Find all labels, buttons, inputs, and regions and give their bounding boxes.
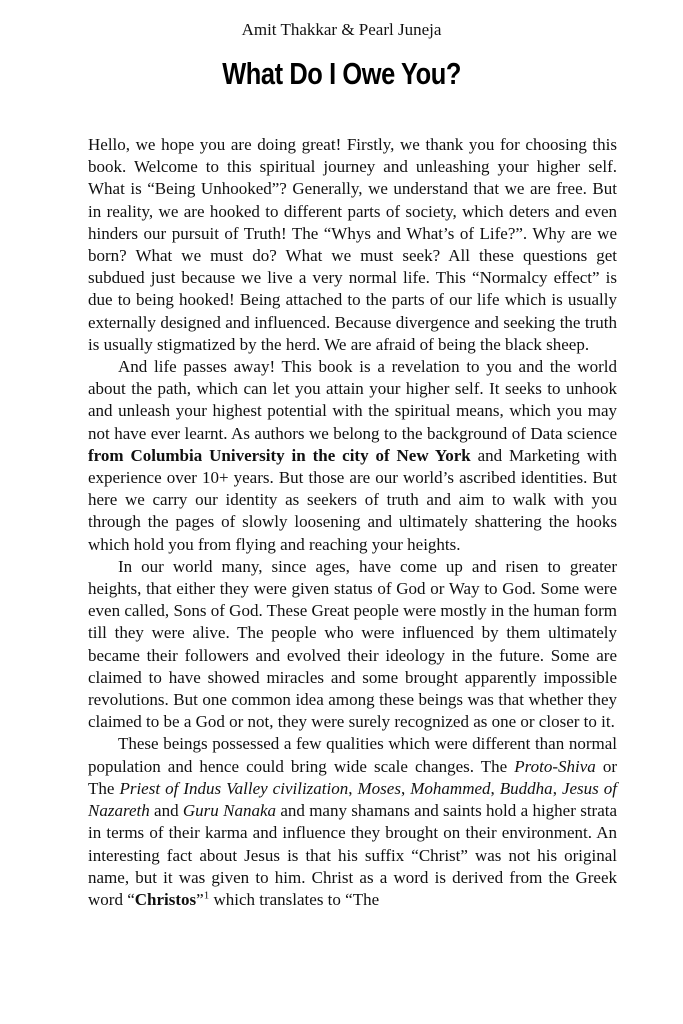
text-segment: And life passes away! This book is a revelation to you and the world about the path, which can let you attain your higher self. It seeks to unhook and unleash your highest potential with the spiritual means, which you may not have ever learnt. As authors we belong to the background of Data science — [88, 357, 617, 443]
text-segment: , — [348, 778, 358, 798]
text-segment: , — [490, 778, 500, 798]
text-segment: Jesus of Nazareth — [88, 778, 618, 821]
text-segment: ” — [196, 889, 204, 909]
body-text — [88, 134, 617, 911]
text-segment: Guru Nanaka — [182, 801, 277, 821]
text-segment: or The — [88, 756, 617, 798]
text-segment: which translates to “The — [209, 889, 380, 909]
text-segment: Mohammed — [410, 778, 491, 798]
chapter-title-text: What Do I Owe You? — [222, 56, 461, 91]
text-segment: In our world many, since ages, have come up and risen to greater heights, that either they were given status of God or Way to God. Some were even called, Sons of God. These Great people were mostly in the human form till they were alive. The people who were influenced by them ultimately became their followers and evolved their ideology in the future. Some are claimed to have showed miracles and some brought apparently impossible revolutions. But one common idea among these beings was that whether they claimed to be a God or not, they were surely recognized as one or closer to it. — [88, 556, 617, 732]
text-segment: and many shamans and saints hold a higher strata in terms of their karma and influence they brought on their environment. An interesting fact about Jesus is that his suffix “Christ” was not his original name, but it was given to him. Christ as a word is derived from the Greek word “ — [88, 801, 618, 909]
chapter-title — [0, 55, 683, 92]
text-segment: These beings possessed a few qualities which were different than normal population and hence could bring wide scale changes. The — [88, 734, 617, 776]
paragraph — [88, 134, 617, 356]
paragraph — [88, 356, 617, 556]
text-segment: Moses — [357, 778, 401, 798]
text-segment: Buddha — [499, 778, 553, 798]
running-header: Amit Thakkar & Pearl Juneja — [241, 20, 442, 39]
text-segment: and Marketing with experience over 10+ years. But those are our world’s ascribed identities. But here we carry our identity as seekers of truth and aim to walk with you through the pages of slowly loosening and ultimately shattering the hooks which hold you from flying and reaching your heights. — [88, 445, 617, 554]
text-segment: and — [149, 801, 183, 821]
text-segment: from Columbia University in the city of New York — [88, 445, 471, 465]
text-segment: Priest of Indus Valley civilization — [119, 778, 349, 798]
text-segment: Christos — [134, 889, 197, 909]
text-segment: , — [400, 778, 411, 798]
paragraph — [88, 733, 617, 911]
text-segment: Proto-Shiva — [514, 756, 596, 776]
text-segment: Hello, we hope you are doing great! Firstly, we thank you for choosing this book. Welcome to this spiritual journey and unleashing your higher self. What is “Being Unhooked”? Generally, we understand that we are free. But in reality, we are hooked to different parts of society, which deters and even hinders our pursuit of Truth! The “Whys and What’s of Life?”. Why are we born? What we must do? What we must seek? All these questions get subdued just because we live a very normal life. This “Normalcy effect” is due to being hooked! Being attached to the parts of our life which is usually externally designed and influenced. Because divergence and seeking the truth is usually stigmatized by the herd. We are afraid of being the black sheep. — [88, 135, 617, 354]
paragraph — [88, 556, 617, 734]
text-segment: , — [552, 778, 562, 798]
footnote-ref-1: 1 — [203, 889, 210, 902]
